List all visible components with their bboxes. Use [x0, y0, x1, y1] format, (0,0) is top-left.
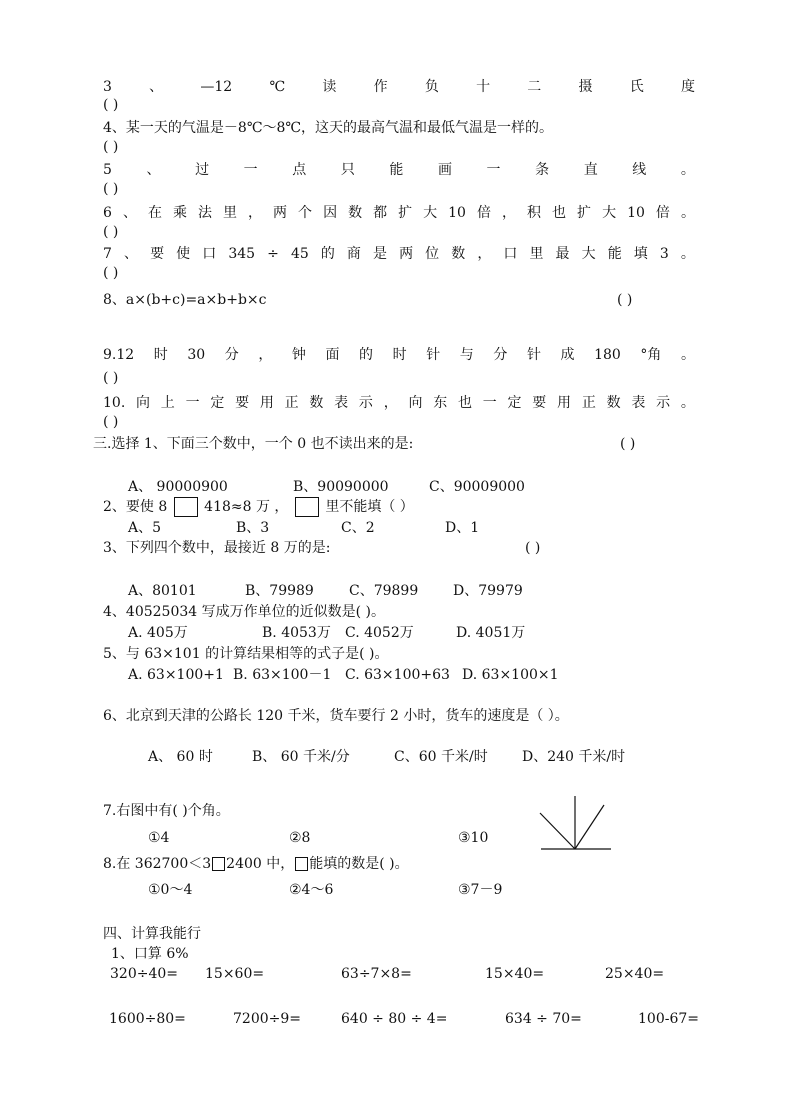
- judge-q6: [103, 204, 695, 222]
- judge-q5-token: 能: [389, 162, 404, 178]
- judge-q7-token: 7: [103, 246, 112, 262]
- judge-q9-token: 。: [680, 347, 695, 363]
- judge-q7-token: 。: [680, 246, 695, 262]
- judge-q10-token: 向: [408, 395, 423, 411]
- judge-q10-token: 正: [284, 395, 299, 411]
- choice-q8-opt-2: ②4～6: [289, 882, 334, 898]
- judge-q10-token: 示: [656, 395, 671, 411]
- choice-q8-text: [103, 855, 409, 873]
- judge-q6-token: 在: [147, 205, 162, 221]
- judge-q10-token: 示: [358, 395, 373, 411]
- judge-q9-token: 成: [560, 347, 575, 363]
- judge-q10-token: 定: [210, 395, 225, 411]
- judge-q10: [103, 394, 695, 412]
- judge-q10-token: 一: [185, 395, 200, 411]
- judge-q6-token: ，: [248, 205, 263, 221]
- judge-q6-token: 大: [602, 205, 617, 221]
- choice-q6-text: 6、北京到天津的公路长 120 千米，货车要行 2 小时，货车的速度是（ ）。: [103, 708, 569, 724]
- choice-q7-text: 7.右图中有( )个角。: [103, 803, 230, 819]
- judge-q10-token: 上: [160, 395, 175, 411]
- choice-q6-opt-b: B、 60 千米/分: [252, 749, 350, 765]
- judge-q9-token: °角: [640, 347, 662, 363]
- judge-q7-token: 两: [399, 246, 414, 262]
- judge-q6-paren: ( ): [103, 224, 119, 240]
- judge-q10-token: 东: [433, 395, 448, 411]
- judge-q7-token: 商: [346, 246, 361, 262]
- judge-q7-token: 大: [581, 246, 596, 262]
- judge-q6-token: 法: [197, 205, 212, 221]
- judge-q7-token: 最: [555, 246, 570, 262]
- judge-q7-token: 能: [607, 246, 622, 262]
- judge-q10-token: 表: [334, 395, 349, 411]
- calc-item: 1600÷80=: [109, 1011, 186, 1027]
- judge-q10-token: 数: [606, 395, 621, 411]
- judge-q4-paren: ( ): [103, 139, 119, 155]
- choice-q5-opt-b: B. 63×100－1: [233, 667, 332, 683]
- judge-q6-token: 。: [680, 205, 695, 221]
- judge-q6-token: 扩: [398, 205, 413, 221]
- answer-box[interactable]: [174, 497, 198, 517]
- calc-heading: 四、计算我能行: [103, 926, 201, 942]
- choice-q8-post: 2400 中，: [226, 856, 295, 872]
- choice-q1-paren: ( ): [620, 436, 636, 452]
- judge-q6-token: 数: [348, 205, 363, 221]
- judge-q9-token: 分: [493, 347, 508, 363]
- calc-item: 634 ÷ 70=: [505, 1011, 582, 1027]
- judge-q9: [103, 346, 695, 364]
- judge-q7-token: 口: [202, 246, 217, 262]
- judge-q5: [103, 161, 695, 179]
- judge-q9-token: 30: [187, 347, 206, 363]
- choice-q2-opt-c: C、2: [341, 520, 375, 536]
- judge-q10-token: ，: [383, 395, 398, 411]
- judge-q6-token: 也: [552, 205, 567, 221]
- digit-box[interactable]: [295, 857, 308, 871]
- choice-q4-opt-a: A. 405万: [128, 625, 188, 641]
- judge-q9-token: 与: [459, 347, 474, 363]
- judge-q3-token: 二: [527, 79, 542, 95]
- judge-q9-token: 钟: [291, 347, 306, 363]
- choice-q1-text: 三.选择 1、下面三个数中，一个 0 也不读出来的是:: [93, 436, 414, 452]
- angle-figure: [538, 796, 614, 852]
- judge-q3-token: 十: [476, 79, 491, 95]
- choice-q3-opt-b: B、79989: [245, 583, 314, 599]
- choice-q7-opt-3: ③10: [458, 830, 489, 846]
- calc-item: 15×40=: [485, 966, 545, 982]
- judge-q10-token: 10.: [103, 395, 126, 411]
- judge-q10-token: 要: [235, 395, 250, 411]
- choice-q3-opt-c: C、79899: [349, 583, 419, 599]
- judge-q9-token: 180: [594, 347, 621, 363]
- choice-q2-opt-b: B、3: [236, 520, 270, 536]
- judge-q3-token: 读: [322, 79, 337, 95]
- judge-q7-token: 数: [451, 246, 466, 262]
- judge-q10-token: 。: [680, 395, 695, 411]
- judge-q6-token: 因: [323, 205, 338, 221]
- judge-q6-token: 积: [527, 205, 542, 221]
- choice-q3-text: 3、下列四个数中，最接近 8 万的是:: [103, 540, 331, 556]
- choice-q2-pre: 2、要使 8: [103, 499, 168, 515]
- calc-item: 7200÷9=: [233, 1011, 301, 1027]
- judge-q10-token: 用: [259, 395, 274, 411]
- calc-item: 100-67=: [638, 1011, 699, 1027]
- choice-q2-post: 里不能填（ ）: [325, 499, 414, 515]
- judge-q6-token: 里: [223, 205, 237, 221]
- choice-q3-paren: ( ): [525, 540, 541, 556]
- judge-q3: [103, 78, 695, 96]
- judge-q6-token: ，: [502, 205, 516, 221]
- judge-q9-token: 9.12: [103, 347, 135, 363]
- digit-box[interactable]: [212, 857, 225, 871]
- judge-q3-token: 氏: [629, 79, 644, 95]
- judge-q7-token: ÷: [267, 246, 279, 262]
- judge-q5-token: 点: [292, 162, 307, 178]
- choice-q4-opt-c: C. 4052万: [345, 625, 414, 641]
- judge-q3-token: 摄: [578, 79, 593, 95]
- choice-q4-opt-b: B. 4053万: [262, 625, 331, 641]
- judge-q7-token: 45: [290, 246, 309, 262]
- choice-q4-text: 4、40525034 写成万作单位的近似数是( )。: [103, 604, 385, 620]
- judge-q6-token: 10: [448, 205, 466, 221]
- calc-item: 320÷40=: [110, 966, 178, 982]
- angle-ray-left: [540, 813, 575, 849]
- choice-q3-opt-d: D、79979: [453, 583, 523, 599]
- judge-q6-token: 乘: [172, 205, 187, 221]
- calc-item: 640 ÷ 80 ÷ 4=: [341, 1011, 448, 1027]
- judge-q7-token: 是: [373, 246, 387, 262]
- judge-q5-token: 直: [583, 162, 598, 178]
- judge-q7-token: 里: [529, 246, 544, 262]
- judge-q10-token: 正: [581, 395, 596, 411]
- judge-q9-token: 面: [325, 347, 340, 363]
- choice-q7-opt-2: ②8: [289, 830, 311, 846]
- choice-q2-mid: 418≈8 万 ，: [204, 499, 289, 515]
- judge-q6-token: 扩: [577, 205, 592, 221]
- judge-q3-token: 负: [424, 79, 439, 95]
- judge-q5-token: 一: [486, 162, 501, 178]
- judge-q6-token: 10: [627, 205, 645, 221]
- judge-q10-token: 数: [309, 395, 324, 411]
- choice-q6-opt-c: C、60 千米/时: [394, 749, 488, 765]
- judge-q5-paren: ( ): [103, 181, 119, 197]
- judge-q5-token: 、: [146, 162, 161, 178]
- judge-q9-token: 时: [153, 347, 168, 363]
- judge-q5-token: 一: [243, 162, 258, 178]
- calc-subheading: 1、口算 6%: [111, 946, 189, 962]
- judge-q5-token: 只: [340, 162, 355, 178]
- judge-q7-token: 345: [228, 246, 256, 262]
- calc-item: 15×60=: [205, 966, 265, 982]
- choice-q7-opt-1: ①4: [148, 830, 170, 846]
- judge-q5-token: 过: [195, 162, 210, 178]
- judge-q6-token: 大: [423, 205, 438, 221]
- judge-q6-token: 都: [373, 205, 388, 221]
- judge-q5-token: 线: [632, 162, 647, 178]
- choice-q8-opt-1: ①0～4: [148, 882, 193, 898]
- judge-q6-token: 6: [103, 205, 112, 221]
- choice-q8-pre: 8.在 362700＜3: [103, 856, 212, 872]
- choice-q8-opt-3: ③7－9: [458, 882, 503, 898]
- judge-q6-token: 个: [298, 205, 313, 221]
- judge-q7-paren: ( ): [103, 265, 119, 281]
- judge-q10-token: 用: [557, 395, 572, 411]
- judge-q10-paren: ( ): [103, 414, 119, 430]
- judge-q7-token: ，: [477, 246, 492, 262]
- judge-q6-token: 两: [273, 205, 288, 221]
- choice-q5-text: 5、与 63×101 的计算结果相等的式子是( )。: [103, 646, 389, 662]
- judge-q3-paren: ( ): [103, 97, 119, 113]
- choice-q2-text: [103, 497, 414, 517]
- judge-q7-token: 位: [425, 246, 440, 262]
- choice-q1-opt-b: B、90090000: [293, 479, 389, 495]
- judge-q3-token: 作: [373, 79, 388, 95]
- judge-q4-text: 4、某一天的气温是－8℃～8℃，这天的最高气温和最低气温是一样的。: [103, 120, 554, 136]
- angle-ray-right: [575, 805, 604, 849]
- judge-q7-token: 使: [176, 246, 191, 262]
- judge-q3-token: 、: [149, 79, 164, 95]
- judge-q8-text: 8、a×(b+c)=a×b+b×c: [103, 292, 267, 308]
- judge-q3-token: ℃: [269, 79, 286, 95]
- judge-q9-token: 针: [426, 347, 441, 363]
- calc-item: 25×40=: [605, 966, 665, 982]
- choice-q2-opt-d: D、1: [445, 520, 480, 536]
- judge-q9-token: 时: [392, 347, 407, 363]
- judge-q9-token: 的: [359, 347, 374, 363]
- choice-q2-opt-a: A、5: [128, 520, 162, 536]
- judge-q8-paren: ( ): [617, 292, 633, 308]
- answer-box[interactable]: [295, 497, 319, 517]
- judge-q5-token: 。: [680, 162, 695, 178]
- judge-q10-token: 要: [532, 395, 547, 411]
- judge-q7-token: 3: [659, 246, 669, 262]
- judge-q3-token: —12: [200, 79, 233, 95]
- judge-q7-token: 要: [150, 246, 165, 262]
- judge-q3-token: 度: [681, 79, 695, 95]
- choice-q1-opt-a: A、 90000900: [128, 479, 228, 495]
- choice-q1-opt-c: C、90009000: [429, 479, 525, 495]
- judge-q5-token: 条: [535, 162, 550, 178]
- choice-q4-opt-d: D. 4051万: [456, 625, 526, 641]
- judge-q9-token: 针: [526, 347, 541, 363]
- judge-q10-token: 一: [482, 395, 497, 411]
- judge-q7: [103, 245, 695, 263]
- judge-q10-token: 向: [136, 395, 151, 411]
- judge-q6-token: 、: [122, 205, 137, 221]
- judge-q7-token: 的: [320, 246, 335, 262]
- choice-q5-opt-a: A. 63×100+1: [128, 667, 224, 683]
- judge-q10-token: 也: [457, 395, 472, 411]
- judge-q10-token: 表: [631, 395, 646, 411]
- choice-q3-opt-a: A、80101: [128, 583, 197, 599]
- judge-q10-token: 定: [507, 395, 522, 411]
- judge-q6-token: 倍: [655, 205, 670, 221]
- judge-q9-token: ，: [258, 347, 273, 363]
- judge-q7-token: 填: [633, 246, 648, 262]
- calc-item: 63÷7×8=: [341, 966, 412, 982]
- judge-q7-token: 口: [503, 246, 518, 262]
- choice-q6-opt-a: A、 60 时: [148, 749, 213, 765]
- judge-q6-token: 倍: [476, 205, 491, 221]
- choice-q6-opt-d: D、240 千米/时: [522, 749, 626, 765]
- judge-q9-token: 分: [224, 347, 239, 363]
- choice-q8-post2: 能填的数是( )。: [309, 856, 409, 872]
- judge-q7-token: 、: [124, 246, 138, 262]
- judge-q3-token: 3: [103, 79, 112, 95]
- choice-q5-opt-c: C. 63×100+63: [345, 667, 450, 683]
- judge-q9-paren: ( ): [103, 370, 119, 386]
- judge-q5-token: 画: [437, 162, 452, 178]
- choice-q5-opt-d: D. 63×100×1: [462, 667, 559, 683]
- judge-q5-token: 5: [103, 162, 112, 178]
